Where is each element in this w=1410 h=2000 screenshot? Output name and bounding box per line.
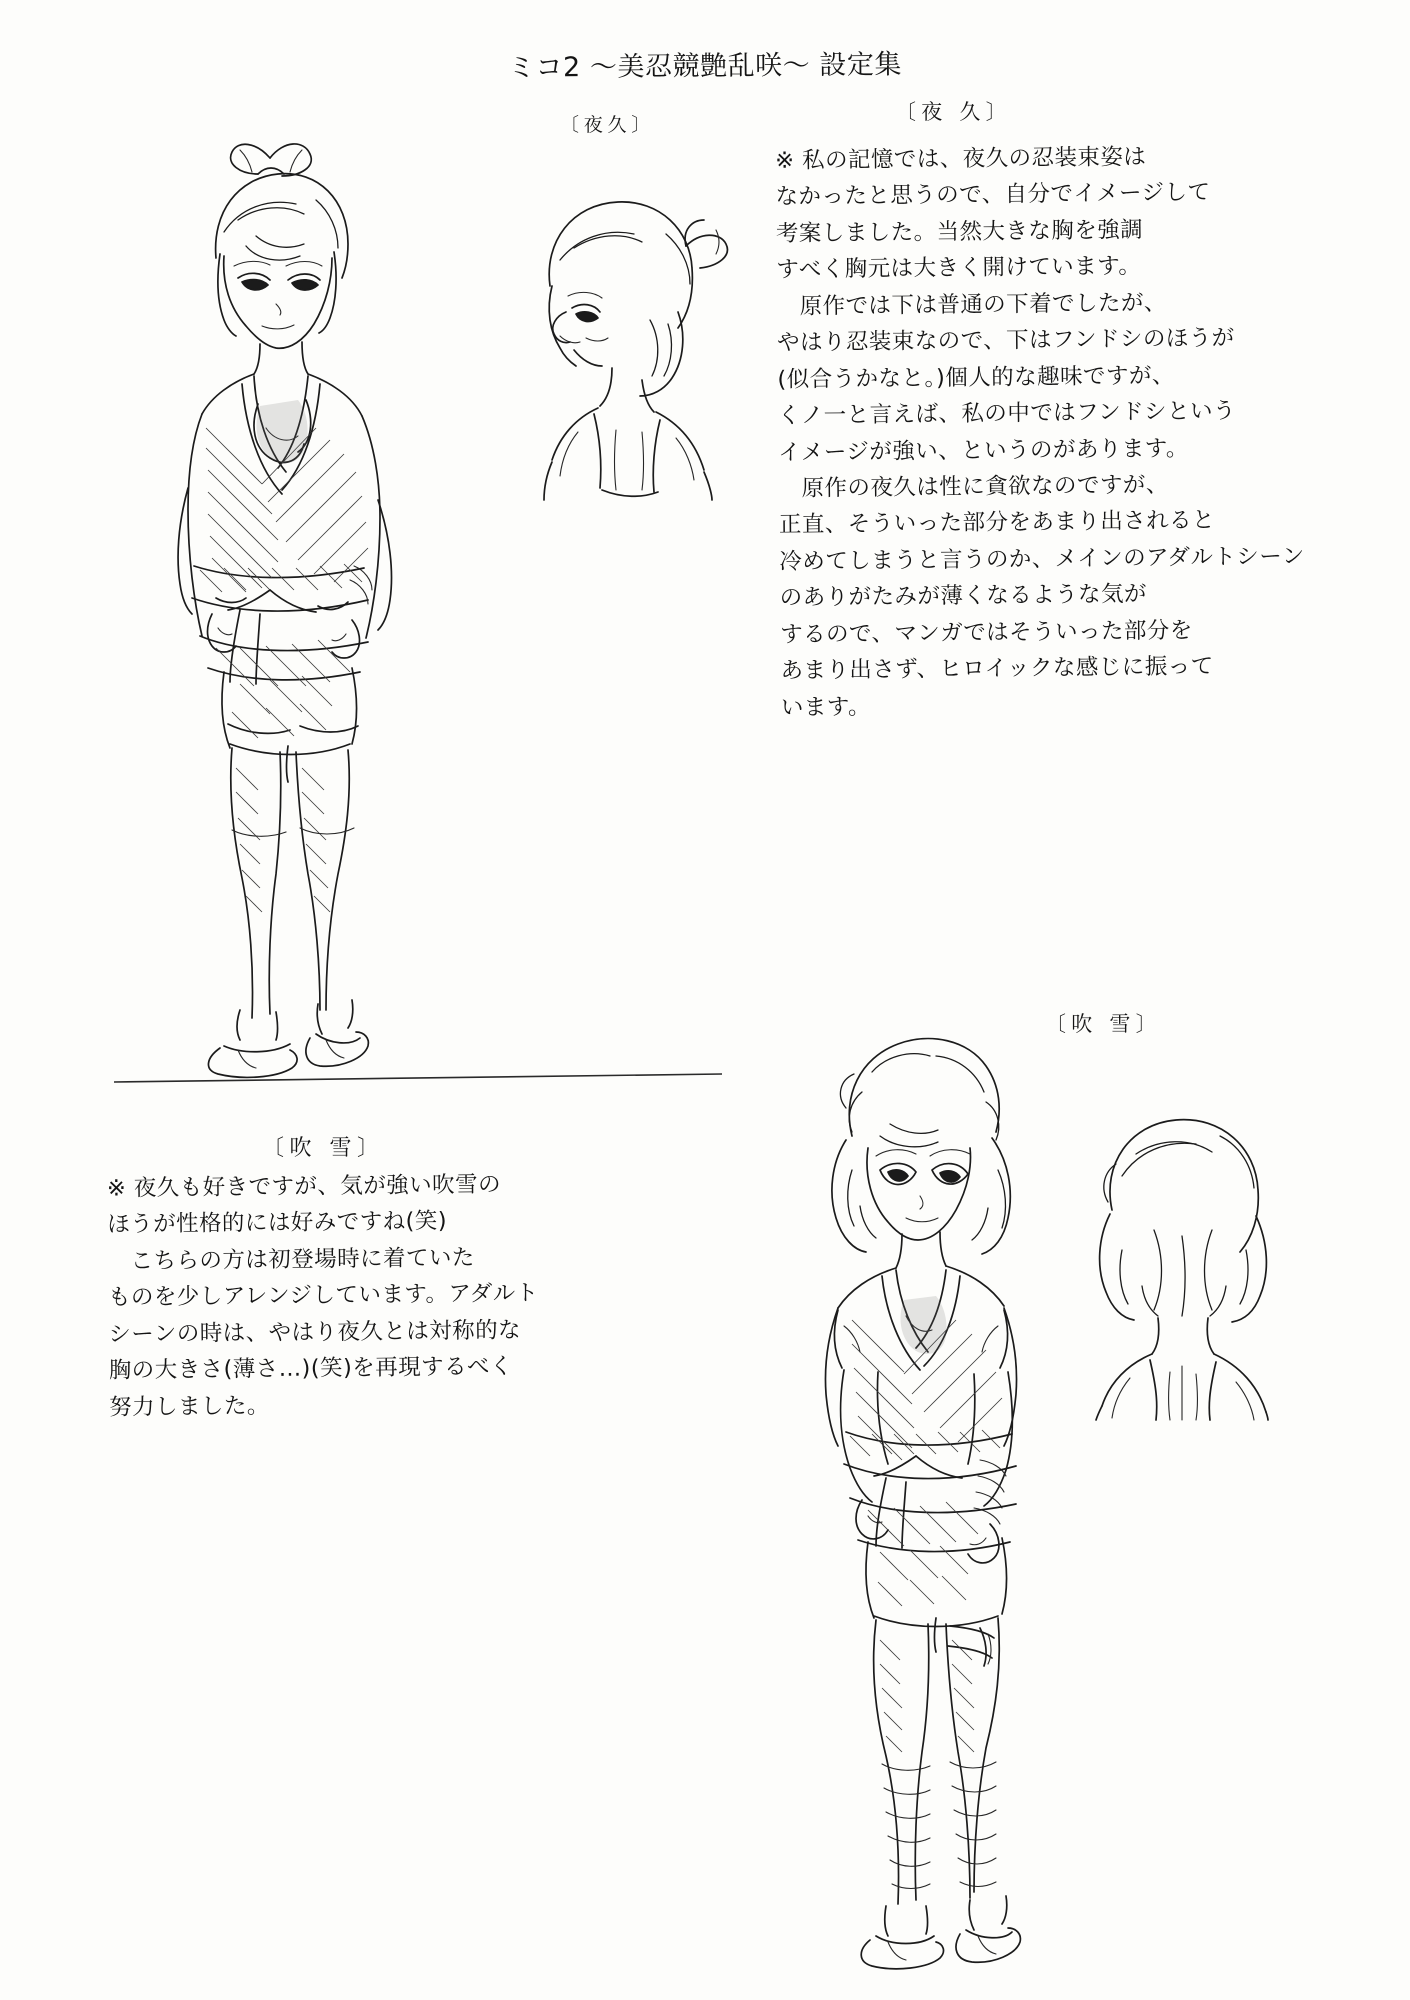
- ground-line-yaku: [110, 1068, 750, 1098]
- note-block-yaku: ※ 私の記憶では、夜久の忍装束姿は なかったと思うので、自分でイメージして 考案しました。当然大きな胸を強調 すべく胸元は大きく開けています。 原作では下は普通の下着でしたが、 やはり忍装束なので、下はフンドシのほうが (似合うかなと。)個人的な趣味ですが、 くノ一と言えば、私の中ではフンドシという イメージが強い、というのがあります。 原作の夜久は性に貪欲なのですが、 正直、そういった部分をあまり出されると 冷めてしまうと言うのか、メインのアダルトシーン のありがたみが薄くなるような気が するので、マンガではそういった部分を あまり出さず、ヒロイックな感じに振って います。: [775, 143, 1305, 721]
- label-yaku-front: 〔夜久〕: [560, 114, 656, 136]
- label-fubuki-figure: 〔吹 雪〕: [1045, 1012, 1162, 1036]
- figure-yaku-front: [120, 128, 540, 1108]
- page-title: ミコ2 ～美忍競艶乱咲～ 設定集: [507, 49, 903, 84]
- note-block-fubuki: ※ 夜久も好きですが、気が強い吹雪の ほうが性格的には好みですね(笑) こちらの方は初登場時に着ていた ものを少しアレンジしています。アダルト シーンの時は、やはり夜久とは対称的な 胸の大きさ(薄さ…)(笑)を再現するべく 努力しました。: [106, 1171, 539, 1421]
- label-fubuki-notes-heading: 〔吹 雪〕: [262, 1136, 385, 1161]
- figure-fubuki-back-bust: [1030, 1090, 1330, 1420]
- label-yaku-notes-heading: 〔夜 久〕: [895, 100, 1012, 124]
- figure-yaku-back-bust: [490, 190, 790, 500]
